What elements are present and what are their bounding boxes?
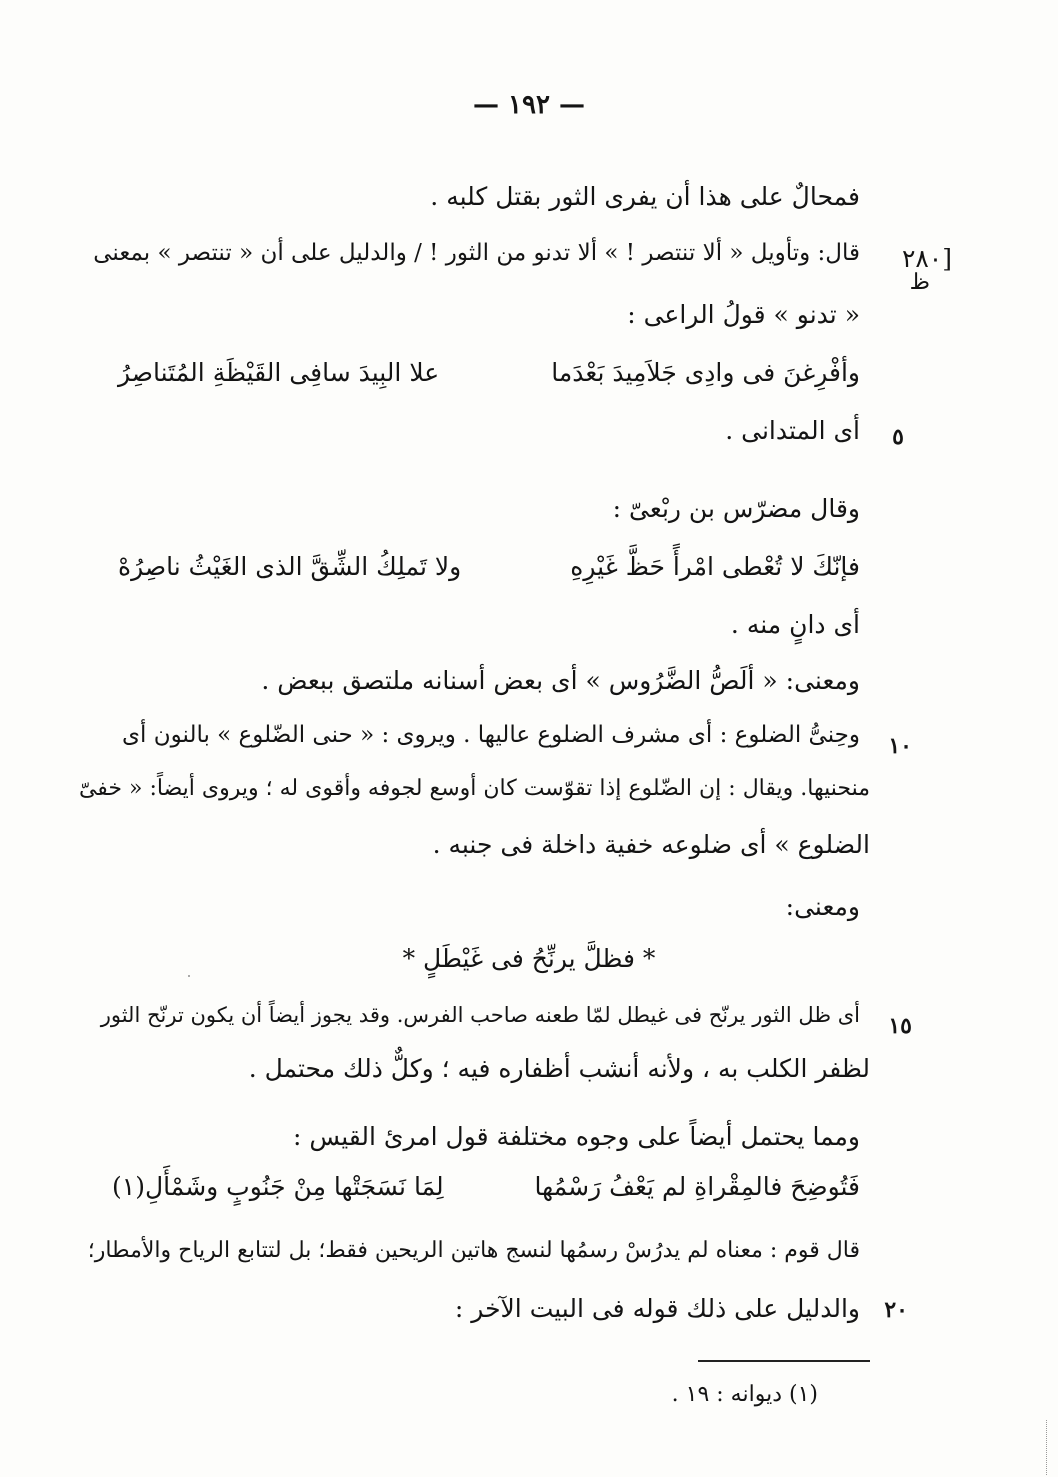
verse-hemistich-right: فَتُوضِحَ فالمِقْراةِ لم يَعْفُ رَسْمُها: [534, 1172, 860, 1201]
line-number-20: ٢٠: [884, 1297, 908, 1323]
line-number-15: ١٥: [888, 1013, 912, 1039]
verse-hemistich-left: علا البِيدَ سافِى القَيْظَةِ المُتَناصِرُ: [118, 358, 440, 387]
text-line: وحِنىُّ الضلوع : أى مشرف الضلوع عاليها . ويروى : « حنى الضّلوع » بالنون أى: [122, 722, 860, 748]
text-line: « تدنو » قولُ الراعى :: [627, 300, 860, 329]
verse-hemistich-right: وأفْرِغنَ فى وادِى جَلاَمِيدَ بَعْدَما: [551, 358, 860, 387]
text-line: قال: وتأويل « ألا تنتصر ! » ألا تدنو من الثور ! / والدليل على أن « تنتصر » بمعنى: [93, 240, 860, 266]
text-line: ومعنى:: [785, 892, 860, 921]
text-line: ومما يحتمل أيضاً على وجوه مختلفة قول امرئ القيس :: [292, 1122, 860, 1151]
text-line: والدليل على ذلك قوله فى البيت الآخر :: [454, 1294, 860, 1323]
text-line: فمحالٌ على هذا أن يفرى الثور بقتل كلبه .: [430, 182, 860, 211]
footnote-rule: [698, 1360, 870, 1362]
text-line: منحنيها. ويقال : إن الضّلوع إذا تقوّست كان أوسع لجوفه وأقوى له ؛ ويروى أيضاً: « خفىّ: [78, 776, 870, 801]
line-number-5: ٥: [892, 424, 904, 450]
quoted-hemistich: * فظلَّ يرنِّحُ فى غَيْطَلٍ *: [402, 944, 656, 973]
footnote: (١) ديوانه : ١٩ .: [671, 1382, 818, 1407]
text-line: وقال مضرّس بن ربْعىّ :: [612, 494, 860, 523]
line-number-10: ١٠: [888, 733, 912, 759]
margin-folio-side: ظ: [909, 270, 930, 295]
text-line: الضلوع » أى ضلوعه خفية داخلة فى جنبه .: [432, 830, 870, 859]
verse-hemistich-right: فإنّكَ لا تُعْطى امْرأً حَظَّ غَيْرِهِ: [570, 552, 860, 581]
page-number: — ١٩٢ —: [472, 90, 586, 120]
text-line: قال قوم : معناه لم يدرُسْ رسمُها لنسج هاتين الريحين فقط؛ بل لتتابع الرياح والأمطار؛: [87, 1238, 860, 1263]
scan-edge-mark: [1046, 1420, 1047, 1475]
margin-folio-reference: [٢٨٠: [901, 244, 952, 273]
text-line: أى ظل الثور يرنّح فى غيطل لمّا طعنه صاحب الفرس. وقد يجوز أيضاً أن يكون ترنّح الثور: [100, 1003, 860, 1027]
verse-hemistich-left: لِمَا نَسَجَتْها مِنْ جَنُوبٍ وشَمْأَلِ(١): [112, 1172, 444, 1201]
verse-hemistich-left: ولا تَملِكُ الشِّقَّ الذى الغَيْثُ ناصِرُهْ: [118, 552, 462, 581]
text-line: أى المتدانى .: [725, 416, 860, 445]
text-line: لظفر الكلب به ، ولأنه أنشب أظفاره فيه ؛ وكلٌّ ذلك محتمل .: [248, 1054, 870, 1083]
text-line: ومعنى: « ألَصُّ الضَّرُوس » أى بعض أسنانه ملتصق ببعض .: [261, 666, 860, 695]
text-line: أى دانٍ منه .: [730, 610, 860, 639]
scan-speck: [188, 975, 190, 977]
